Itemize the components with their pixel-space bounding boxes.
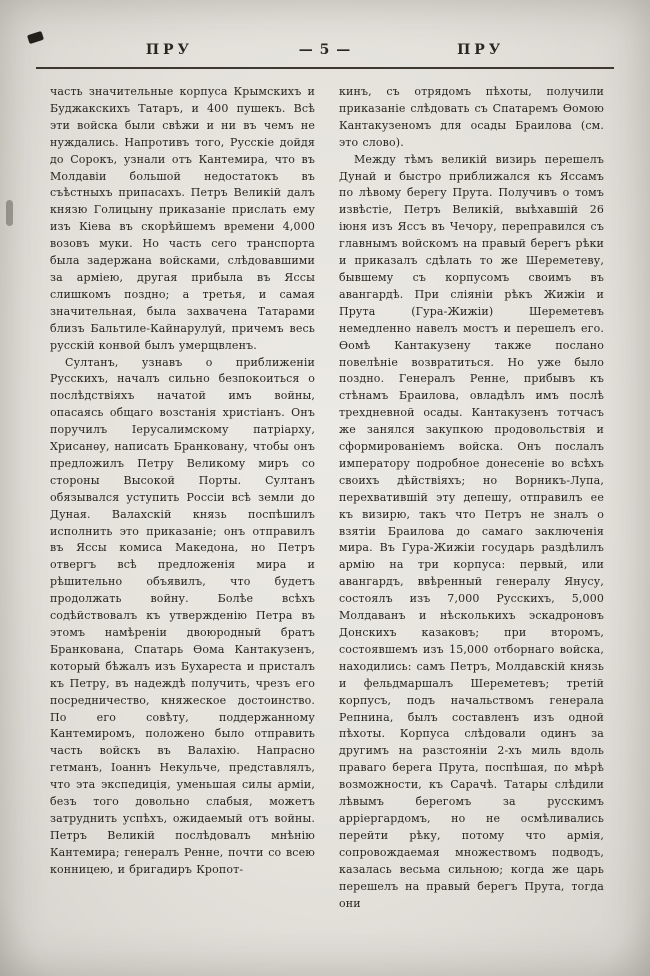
paragraph-continuation: часть значительные корпуса Крымскихъ и Буджакскихъ Татаръ, и 400 пушекъ. Всѣ эти войска были свѣжи и ни въ чемъ не нуждались. Напротивъ того, Русскіе дойдя до Сорокъ, узнали отъ Кантемира, что въ Молдавіи большой недостатокъ въ съѣстныхъ припасахъ. Петръ Великій далъ князю Голицыну приказаніе прислать ему изъ Кіева въ скорѣйшемъ времени 4,000 возовъ муки. Но часть сего транспорта была задержана войсками, слѣдовавшими за арміею, другая прибыла въ Яссы слишкомъ поздно; а третья, и самая значительная, была захвачена Татарами близъ Бальтиле-Кайнарулуй, причемъ весь русскій конвой былъ умерщвленъ.: [50, 85, 315, 352]
paragraph-continuation: кинъ, съ отрядомъ пѣхоты, получили приказаніе слѣдовать съ Спатаремъ Ѳомою Кантакузеномъ для осады Браилова (см. это слово).: [339, 85, 604, 149]
right-column: [339, 84, 604, 946]
paragraph: Султанъ, узнавъ о приближеніи Русскихъ, началъ сильно безпокоиться о послѣдствіяхъ начатой имъ войны, опасаясь общаго возстанія христіанъ. Онъ поручилъ Іерусалимскому патріарху, Хрисанѳу, написать Бранковану, чтобы онъ предложилъ Петру Великому миръ со стороны Высокой Порты. Султанъ обязывался уступить Россіи всѣ земли до Дуная. Валахскій князь поспѣшилъ исполнить это приказаніе; онъ отправилъ въ Яссы комиса Македона, но Петръ отвергъ всѣ предложенія мира и рѣшительно объявилъ, что будетъ продолжать войну. Болѣе всѣхъ содѣйствовалъ къ утвержденію Петра въ этомъ намѣреніи двоюродный братъ Бранкована, Спатарь Ѳома Кантакузенъ, который бѣжалъ изъ Бухареста и присталъ къ Петру, въ надеждѣ получить, чрезъ его посредничество, княжеское достоинство. По его совѣту, поддержанному Кантемиромъ, положено было отправить часть войскъ въ Валахію. Напрасно гетманъ, Іоаннъ Некульче, представлялъ, что эта экспедиція, уменьшая силы арміи, безъ того довольно слабыя, можетъ затруднить успѣхъ, ожидаемый отъ войны. Петръ Великій послѣдовалъ мнѣнію Кантемира; генералъ Ренне, почти со всею конницею, и бригадиръ Кропот-: [50, 355, 315, 876]
running-title-right: ПРУ: [457, 42, 505, 58]
left-column: [50, 84, 315, 946]
scan-artifact: [27, 31, 44, 44]
page-header: [70, 42, 580, 58]
paragraph: Между тѣмъ великій визирь перешелъ Дунай и быстро приближался къ Яссамъ по лѣвому берегу Прута. Получивъ о томъ извѣстіе, Петръ Великій, выѣхавшій 26 іюня изъ Яссъ въ Чечору, переправился съ главнымъ войскомъ на правый берегъ рѣки и приказалъ сдѣлать то же Шереметеву, бывшему съ корпусомъ своимъ въ авангардѣ. При сліяніи рѣкъ Жижіи и Прута (Гура-Жижіи) Шереметевъ немедленно навелъ мостъ и перешелъ его. Ѳомѣ Кантакузену также послано повелѣніе возвратиться. Но уже было поздно. Генералъ Ренне, прибывъ къ стѣнамъ Браилова, овладѣлъ имъ послѣ трехдневной осады. Кантакузенъ тотчасъ же занялся закупкою продовольствія и сформированіемъ войска. Онъ послалъ императору подробное донесеніе во всѣхъ своихъ дѣйствіяхъ; но Ворникъ-Лупа, перехватившій эту депешу, отправилъ ее къ визирю, такъ что Петръ не зналъ о взятіи Браилова до самаго заключенія мира. Въ Гура-Жижіи государь раздѣлилъ армію на три корпуса: первый, или авангардъ, ввѣренный генералу Янусу, состоялъ изъ 7,000 Русскихъ, 5,000 Молдаванъ и нѣсколькихъ эскадроновъ Донскихъ казаковъ; при второмъ, состоявшемъ изъ 15,000 отборнаго войска, находились: самъ Петръ, Молдавскій князь и фельдмаршалъ Шереметевъ; третій корпусъ, подъ начальствомъ генерала Репнина, былъ составленъ изъ одной пѣхоты. Корпуса слѣдовали одинъ за другимъ на разстояніи 2-хъ миль вдоль праваго берега Прута, поспѣшая, по мѣрѣ возможности, къ Сарачѣ. Татары слѣдили лѣвымъ берегомъ за русскимъ арріергардомъ, но не осмѣливались перейти рѣку, потому что армія, сопровождаемая множествомъ подводъ, казалась весьма сильною; когда же царь перешелъ на правый берегъ Прута, тогда они: [339, 152, 604, 910]
running-title-left: ПРУ: [145, 42, 193, 58]
header-rule: [36, 67, 614, 69]
page-number: — 5 —: [298, 42, 352, 58]
text-columns: [50, 84, 604, 946]
scan-artifact: [6, 200, 13, 226]
